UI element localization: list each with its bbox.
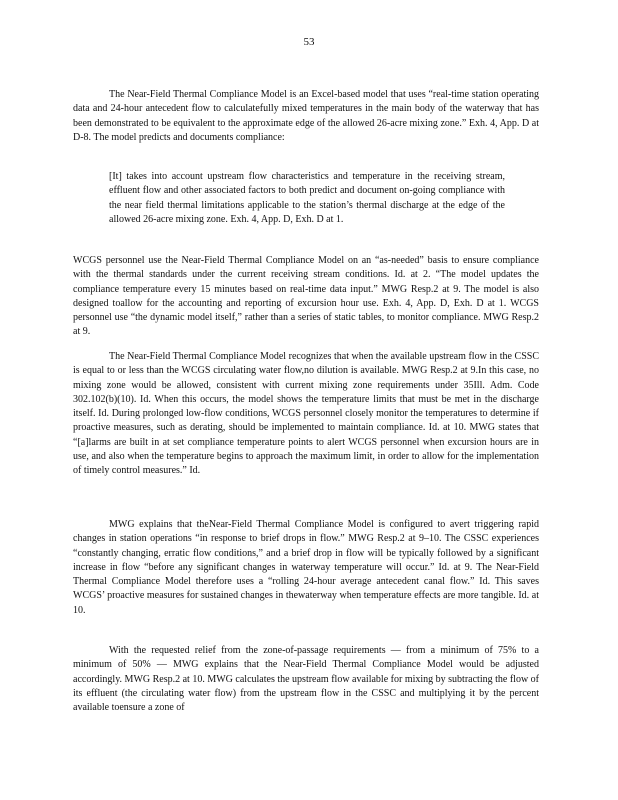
paragraph-zone-of-passage: With the requested relief from the zone-of-passage requirements — from a minimum of 75% to a minimum of 50% — MWG explains that the Near-Field Thermal Compliance Model would be adjusted accordingly. MWG Resp.2 at 10. MWG calculates the upstream flow available for mixing by subtracting the flow of its effluent (the circulating water flow) from the upstream flow in the CSSC and multiplying it by the percent available toensure a zone of xyxy=(73,645,539,714)
paragraph-model-usage: WCGS personnel use the Near-Field Thermal Compliance Model on an “as-needed” basis to ensure compliance with the thermal standards under the current receiving stream conditions. Id. at 2. “The model updates the compliance temperature every 15 minutes based on real-time data input.” MWG Resp.2 at 9. The model is also designed toallow for the accounting and reporting of excursion hour use. Exh. 4, App. D, Exh. D at 1. WCGS personnel use “the dynamic model itself,” rather than a series of static tables, to monitor compliance. MWG Resp.2 at 9. xyxy=(73,255,539,338)
paragraph-low-flow: The Near-Field Thermal Compliance Model recognizes that when the available upstream flow in the CSSC is equal to or less than the WCGS circulating water flow,no dilution is available. MWG Resp.2 at 9.In this case, no mixing zone would be allowed, consistent with current mixing zone requirements under 35Ill. Adm. Code 302.102(b)(10). Id. When this occurs, the model shows the temperature limits that must be met in the discharge itself. Id. During prolonged low-flow conditions, WCGS personnel closely monitor the temperatures to determine if proactive measures, such as derating, should be implemented to maintain compliance. Id. at 10. MWG states that “[a]larms are built in at set compliance temperature points to alert WCGS personnel when excursion hours are in use, and also when the temperature begins to approach the maximum limit, in order to allow for the implementation of timely control measures.” Id. xyxy=(73,351,539,477)
block-quote-compliance: [It] takes into account upstream flow characteristics and temperature in the receiving stream, effluent flow and other associated factors to both predict and document on-going compliance with the near field thermal limitations applicable to the station’s thermal discharge at the edge of the allowed 26-acre mixing zone. Exh. 4, App. D, Exh. D at 1. xyxy=(109,171,505,225)
paragraph-rolling-average: MWG explains that theNear-Field Thermal Compliance Model is configured to avert triggering rapid changes in station operations “in response to brief drops in flow.” MWG Resp.2 at 9–10. The CSSC experiences “constantly changing, erratic flow conditions,” and a brief drop in flow will be typically followed by a significant increase in flow “before any significant changes in waterway temperature will occur.” Id. at 9. The Near-Field Thermal Compliance Model therefore uses a “rolling 24-hour average antecedent canal flow.” Id. This saves WCGS’ proactive measures for sustained changes in thewaterway when temperature effects are more tangible. Id. at 10. xyxy=(73,519,539,616)
paragraph-model-description: The Near-Field Thermal Compliance Model is an Excel-based model that uses “real-time station operating data and 24-hour antecedent flow to calculatefully mixed temperatures in the main body of the waterway that has been demonstrated to be equivalent to the approximate edge of the allowed 26-acre mixing zone.” Exh. 4, App. D at D-8. The model predicts and documents compliance: xyxy=(73,89,539,143)
page-number: 53 xyxy=(303,36,315,48)
